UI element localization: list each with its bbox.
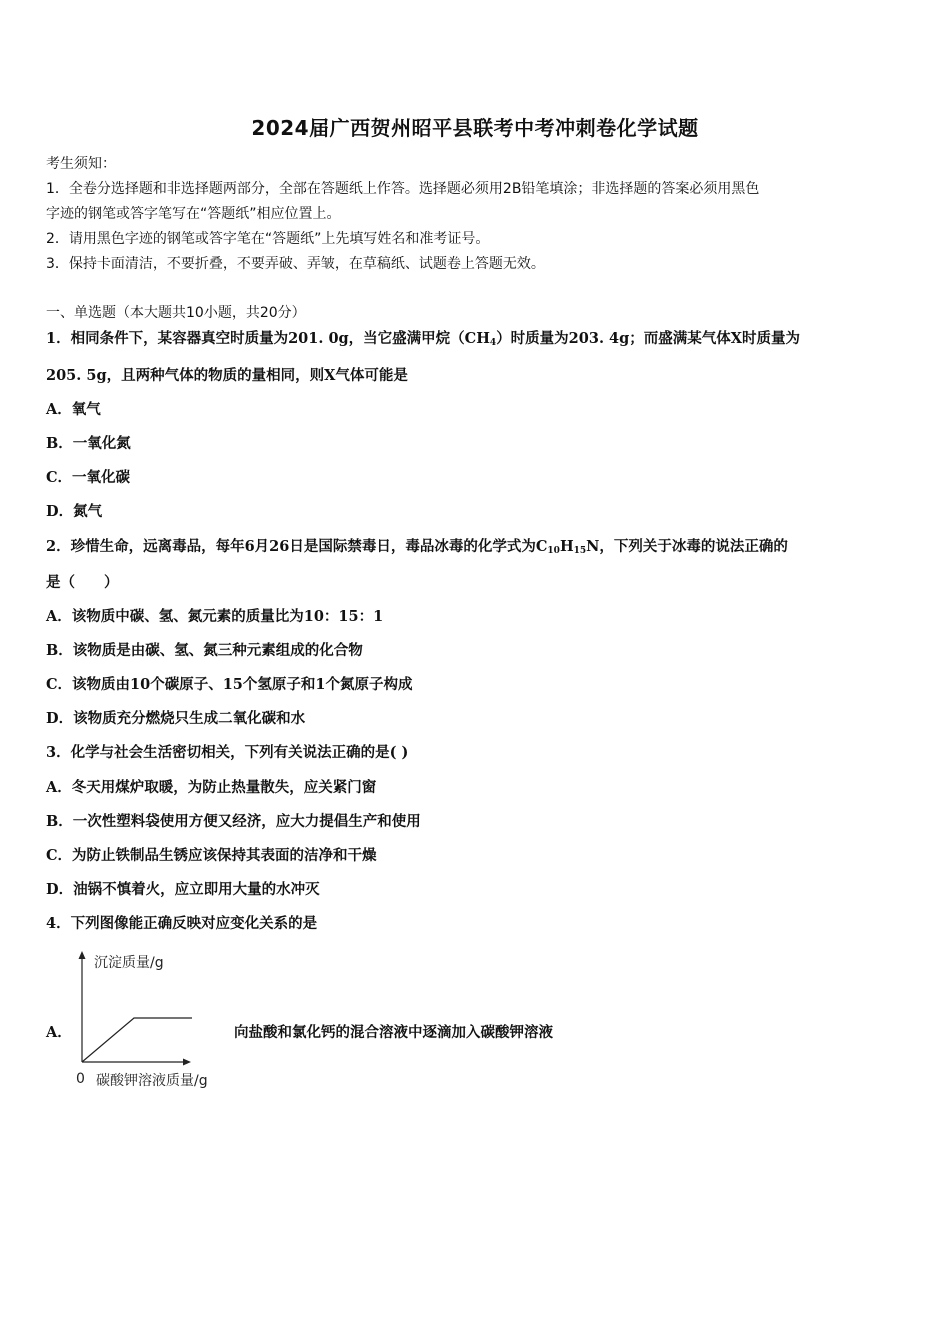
graph-curve bbox=[82, 1018, 192, 1062]
question-2-stem bbox=[46, 535, 788, 556]
q1-option-a: A．氧气 bbox=[46, 401, 101, 418]
q2-subscript-2: 15 bbox=[573, 546, 587, 556]
notice-item-3: 3．保持卡面清洁，不要折叠，不要弄破、弄皱，在草稿纸、试题卷上答题无效。 bbox=[46, 256, 545, 272]
q2-option-d: D．该物质充分燃烧只生成二氧化碳和水 bbox=[46, 710, 306, 727]
question-1-stem bbox=[46, 327, 800, 348]
question-3-stem: 3．化学与社会生活密切相关，下列有关说法正确的是( ) bbox=[46, 744, 409, 761]
graph-x-arrow bbox=[183, 1059, 191, 1066]
q2-option-c: C．该物质由10个碳原子、15个氢原子和1个氮原子构成 bbox=[46, 676, 413, 693]
notice-item-1: 1．全卷分选择题和非选择题两部分，全部在答题纸上作答。选择题必须用2B铅笔填涂；非选择题的答案必须用黑色 bbox=[46, 181, 760, 197]
q3-option-a: A．冬天用煤炉取暖，为防止热量散失，应关紧门窗 bbox=[46, 779, 377, 796]
q2-option-b: B．该物质是由碳、氢、氮三种元素组成的化合物 bbox=[46, 642, 363, 659]
question-2-stem-cont: 是（ ） bbox=[46, 574, 119, 591]
q2-text-a: 2．珍惜生命，远离毒品，每年6月26日是国际禁毒日，毒品冰毒的化学式为C bbox=[46, 538, 548, 555]
q1-option-d: D．氮气 bbox=[46, 503, 103, 520]
q4-option-a-graph bbox=[72, 948, 242, 1093]
q4-option-a-label: A． bbox=[46, 1024, 72, 1041]
notice-item-2: 2．请用黑色字迹的钢笔或答字笔在“答题纸”上先填写姓名和准考证号。 bbox=[46, 231, 490, 247]
q1-option-c: C．一氧化碳 bbox=[46, 469, 131, 486]
graph-y-label: 沉淀质量/g bbox=[94, 955, 164, 971]
q3-option-b: B．一次性塑料袋使用方便又经济，应大力提倡生产和使用 bbox=[46, 813, 421, 830]
q1-text-a: 1．相同条件下，某容器真空时质量为201. 0g，当它盛满甲烷（CH bbox=[46, 330, 490, 347]
q2-text-b: N，下列关于冰毒的说法正确的 bbox=[586, 538, 788, 555]
page-title: 2024届广西贺州昭平县联考中考冲刺卷化学试题 bbox=[251, 116, 699, 140]
question-4-stem: 4．下列图像能正确反映对应变化关系的是 bbox=[46, 915, 318, 932]
q1-text-b: ）时质量为203. 4g；而盛满某气体X时质量为 bbox=[496, 330, 801, 347]
section-heading: 一、单选题（本大题共10小题，共20分） bbox=[46, 305, 306, 321]
q1-subscript: 4 bbox=[489, 338, 497, 348]
q3-option-c: C．为防止铁制品生锈应该保持其表面的洁净和干燥 bbox=[46, 847, 377, 864]
graph-origin-label: 0 bbox=[76, 1071, 85, 1087]
q2-subscript-1: 10 bbox=[547, 546, 560, 556]
graph-x-label: 碳酸钾溶液质量/g bbox=[96, 1073, 208, 1089]
q3-option-d: D．油锅不慎着火，应立即用大量的水冲灭 bbox=[46, 881, 320, 898]
notice-heading: 考生须知： bbox=[46, 156, 116, 172]
q1-option-b: B．一氧化氮 bbox=[46, 435, 131, 452]
q2-text-mid: H bbox=[559, 538, 574, 555]
notice-item-1-cont: 字迹的钢笔或答字笔写在“答题纸”相应位置上。 bbox=[46, 206, 341, 222]
question-1-stem-cont: 205. 5g，且两种气体的物质的量相同，则X气体可能是 bbox=[46, 367, 408, 384]
q4-option-a-text: 向盐酸和氯化钙的混合溶液中逐滴加入碳酸钾溶液 bbox=[234, 1024, 553, 1041]
q2-option-a: A．该物质中碳、氢、氮元素的质量比为10：15：1 bbox=[46, 608, 384, 625]
graph-y-arrow bbox=[79, 951, 86, 959]
